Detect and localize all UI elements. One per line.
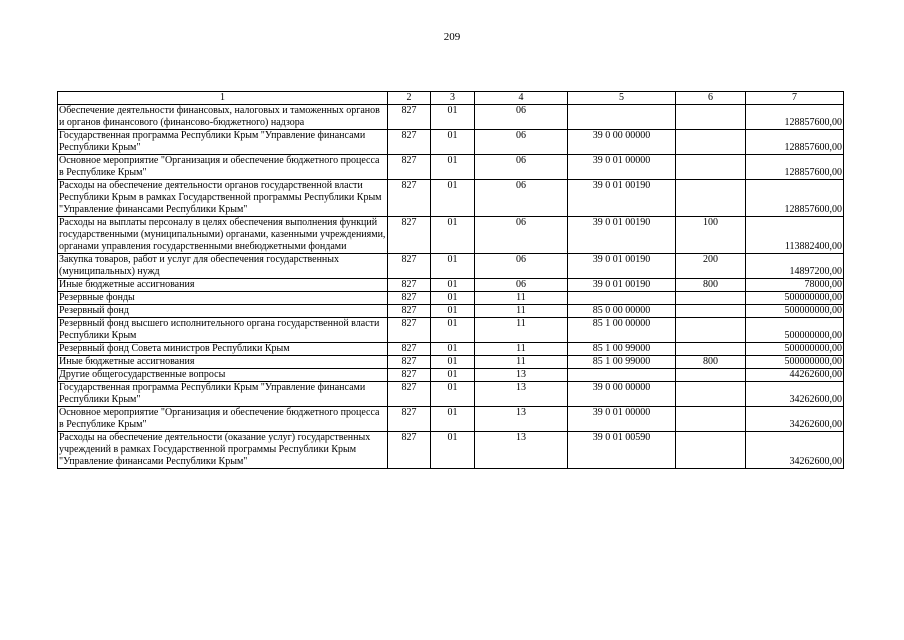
row-name-cell: Резервные фонды [58, 292, 388, 305]
row-amount-cell: 34262600,00 [746, 407, 844, 432]
row-section-cell: 01 [431, 356, 475, 369]
row-expense-type-cell [676, 407, 746, 432]
row-name-cell: Государственная программа Республики Крым "Управление финансами Республики Крым" [58, 382, 388, 407]
table-row [58, 369, 844, 382]
row-target-article-cell: 39 0 01 00190 [568, 180, 676, 217]
row-target-article-cell: 39 0 01 00590 [568, 432, 676, 469]
row-name-cell: Закупка товаров, работ и услуг для обеспечения государственных (муниципальных) нужд [58, 254, 388, 279]
row-target-article-cell: 39 0 01 00190 [568, 254, 676, 279]
header-cell: 1 [58, 92, 388, 105]
row-name-cell: Иные бюджетные ассигнования [58, 356, 388, 369]
row-section-cell: 01 [431, 292, 475, 305]
row-target-article-cell [568, 105, 676, 130]
row-subsection-cell: 11 [475, 318, 568, 343]
row-code-cell: 827 [388, 155, 431, 180]
row-subsection-cell: 06 [475, 130, 568, 155]
row-subsection-cell: 06 [475, 279, 568, 292]
row-name-cell: Основное мероприятие "Организация и обеспечение бюджетного процесса в Республике Крым" [58, 155, 388, 180]
row-code-cell: 827 [388, 180, 431, 217]
row-code-cell: 827 [388, 254, 431, 279]
row-target-article-cell: 39 0 01 00000 [568, 155, 676, 180]
row-name-cell: Расходы на обеспечение деятельности (оказание услуг) государственных учреждений в рамках Государственной программы Республики Крым "Управление финансами Республики Крым" [58, 432, 388, 469]
row-section-cell: 01 [431, 343, 475, 356]
row-amount-cell: 34262600,00 [746, 432, 844, 469]
row-name-cell: Государственная программа Республики Крым "Управление финансами Республики Крым" [58, 130, 388, 155]
row-subsection-cell: 06 [475, 217, 568, 254]
row-code-cell: 827 [388, 279, 431, 292]
row-subsection-cell: 06 [475, 105, 568, 130]
table-row [58, 292, 844, 305]
row-name-cell: Иные бюджетные ассигнования [58, 279, 388, 292]
row-subsection-cell: 11 [475, 292, 568, 305]
row-amount-cell: 128857600,00 [746, 105, 844, 130]
row-subsection-cell: 06 [475, 254, 568, 279]
row-code-cell: 827 [388, 343, 431, 356]
row-amount-cell: 128857600,00 [746, 180, 844, 217]
table-row [58, 254, 844, 279]
row-name-cell: Расходы на обеспечение деятельности органов государственной власти Республики Крым в рамках Государственной программы Республики Крым "Управление финансами Республики Крым" [58, 180, 388, 217]
row-section-cell: 01 [431, 305, 475, 318]
table-row [58, 105, 844, 130]
row-subsection-cell: 11 [475, 356, 568, 369]
row-code-cell: 827 [388, 369, 431, 382]
row-amount-cell: 44262600,00 [746, 369, 844, 382]
row-name-cell: Другие общегосударственные вопросы [58, 369, 388, 382]
row-code-cell: 827 [388, 105, 431, 130]
row-subsection-cell: 13 [475, 382, 568, 407]
row-name-cell: Обеспечение деятельности финансовых, налоговых и таможенных органов и органов финансового (финансово-бюджетного) надзора [58, 105, 388, 130]
table-row [58, 155, 844, 180]
row-subsection-cell: 11 [475, 343, 568, 356]
row-code-cell: 827 [388, 407, 431, 432]
row-code-cell: 827 [388, 382, 431, 407]
table-row [58, 305, 844, 318]
row-name-cell: Основное мероприятие "Организация и обеспечение бюджетного процесса в Республике Крым" [58, 407, 388, 432]
row-name-cell: Расходы на выплаты персоналу в целях обеспечения выполнения функций государственными (муниципальными) органами, казенными учреждениями, органами управления государственными внебюджетными фондами [58, 217, 388, 254]
budget-table [57, 91, 844, 469]
row-code-cell: 827 [388, 130, 431, 155]
row-amount-cell: 500000000,00 [746, 305, 844, 318]
table-row [58, 343, 844, 356]
row-code-cell: 827 [388, 292, 431, 305]
row-section-cell: 01 [431, 105, 475, 130]
row-name-cell: Резервный фонд Совета министров Республики Крым [58, 343, 388, 356]
row-expense-type-cell [676, 105, 746, 130]
page-number: 209 [443, 31, 461, 43]
header-cell: 2 [388, 92, 431, 105]
row-expense-type-cell: 800 [676, 356, 746, 369]
row-subsection-cell: 11 [475, 305, 568, 318]
row-code-cell: 827 [388, 305, 431, 318]
row-target-article-cell: 39 0 01 00000 [568, 407, 676, 432]
header-cell: 4 [475, 92, 568, 105]
row-expense-type-cell [676, 180, 746, 217]
row-target-article-cell: 85 1 00 99000 [568, 356, 676, 369]
row-expense-type-cell [676, 292, 746, 305]
row-expense-type-cell [676, 382, 746, 407]
row-amount-cell: 34262600,00 [746, 382, 844, 407]
header-cell: 3 [431, 92, 475, 105]
row-amount-cell: 500000000,00 [746, 356, 844, 369]
row-target-article-cell: 39 0 00 00000 [568, 130, 676, 155]
table-row [58, 432, 844, 469]
row-subsection-cell: 06 [475, 155, 568, 180]
row-section-cell: 01 [431, 217, 475, 254]
row-subsection-cell: 06 [475, 180, 568, 217]
row-expense-type-cell [676, 155, 746, 180]
row-section-cell: 01 [431, 318, 475, 343]
row-section-cell: 01 [431, 279, 475, 292]
row-code-cell: 827 [388, 217, 431, 254]
header-cell: 7 [746, 92, 844, 105]
header-cell: 5 [568, 92, 676, 105]
table-row [58, 407, 844, 432]
row-target-article-cell: 39 0 01 00190 [568, 217, 676, 254]
table-row [58, 279, 844, 292]
row-code-cell: 827 [388, 356, 431, 369]
row-expense-type-cell: 200 [676, 254, 746, 279]
row-expense-type-cell [676, 305, 746, 318]
row-subsection-cell: 13 [475, 369, 568, 382]
row-expense-type-cell [676, 432, 746, 469]
row-code-cell: 827 [388, 432, 431, 469]
row-section-cell: 01 [431, 254, 475, 279]
row-expense-type-cell [676, 343, 746, 356]
row-amount-cell: 128857600,00 [746, 155, 844, 180]
header-cell: 6 [676, 92, 746, 105]
table-row [58, 217, 844, 254]
table-row [58, 318, 844, 343]
row-target-article-cell [568, 369, 676, 382]
row-amount-cell: 500000000,00 [746, 318, 844, 343]
row-target-article-cell: 85 0 00 00000 [568, 305, 676, 318]
row-amount-cell: 14897200,00 [746, 254, 844, 279]
row-amount-cell: 128857600,00 [746, 130, 844, 155]
row-section-cell: 01 [431, 130, 475, 155]
row-expense-type-cell: 100 [676, 217, 746, 254]
row-expense-type-cell [676, 369, 746, 382]
table-row [58, 180, 844, 217]
row-section-cell: 01 [431, 407, 475, 432]
row-amount-cell: 500000000,00 [746, 292, 844, 305]
header-row [58, 92, 844, 105]
row-section-cell: 01 [431, 382, 475, 407]
row-target-article-cell: 39 0 01 00190 [568, 279, 676, 292]
row-section-cell: 01 [431, 432, 475, 469]
row-target-article-cell: 85 1 00 00000 [568, 318, 676, 343]
row-section-cell: 01 [431, 180, 475, 217]
row-section-cell: 01 [431, 155, 475, 180]
row-amount-cell: 113882400,00 [746, 217, 844, 254]
row-subsection-cell: 13 [475, 432, 568, 469]
row-code-cell: 827 [388, 318, 431, 343]
row-expense-type-cell: 800 [676, 279, 746, 292]
table-row [58, 382, 844, 407]
table-row [58, 130, 844, 155]
row-name-cell: Резервный фонд [58, 305, 388, 318]
table-row [58, 356, 844, 369]
row-target-article-cell [568, 292, 676, 305]
row-target-article-cell: 85 1 00 99000 [568, 343, 676, 356]
row-subsection-cell: 13 [475, 407, 568, 432]
row-expense-type-cell [676, 318, 746, 343]
row-amount-cell: 78000,00 [746, 279, 844, 292]
row-target-article-cell: 39 0 00 00000 [568, 382, 676, 407]
row-amount-cell: 500000000,00 [746, 343, 844, 356]
row-name-cell: Резервный фонд высшего исполнительного органа государственной власти Республики Крым [58, 318, 388, 343]
row-expense-type-cell [676, 130, 746, 155]
row-section-cell: 01 [431, 369, 475, 382]
